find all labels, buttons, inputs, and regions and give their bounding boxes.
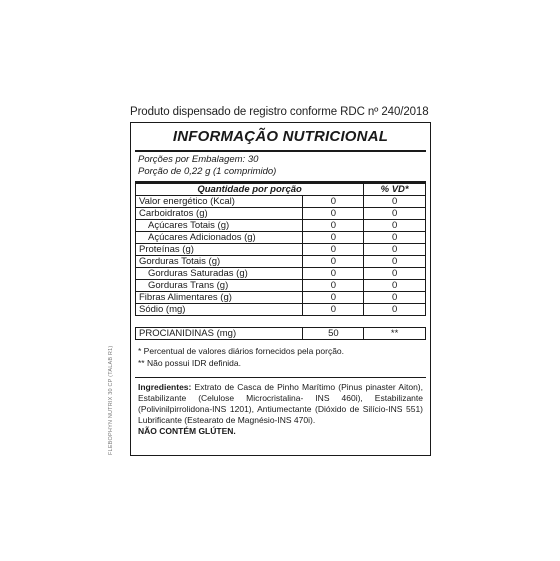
nutrient-vd: 0 xyxy=(364,196,426,208)
nutrient-vd: ** xyxy=(364,328,426,340)
vd-header: % VD* xyxy=(364,184,426,196)
table-row xyxy=(136,232,426,244)
nutrition-table xyxy=(135,183,426,340)
table-row xyxy=(136,328,426,340)
nutrient-vd: 0 xyxy=(364,292,426,304)
nutrient-name: Açúcares Adicionados (g) xyxy=(136,232,303,244)
table-row xyxy=(136,256,426,268)
table-spacer-row xyxy=(136,316,426,328)
ingredients-text: Extrato de Casca de Pinho Marítimo (Pinus pinaster Aiton), Estabilizante (Celulose Microcristalina- INS 460i), Estabilizante (Polivinilpirrolidona-INS 1201), Antiumectante (Dióxido de Silício-INS 551) Lubrificante (Estearato de Magnésio-INS 470i). xyxy=(138,382,423,425)
quantity-header: Quantidade por porção xyxy=(136,184,364,196)
nutrient-name: Proteínas (g) xyxy=(136,244,303,256)
nutrient-vd: 0 xyxy=(364,256,426,268)
footnotes xyxy=(131,340,430,369)
footnote-vd: * Percentual de valores diários fornecidos pela porção. xyxy=(138,346,345,356)
nutrient-value: 0 xyxy=(303,256,364,268)
nutrient-vd: 0 xyxy=(364,220,426,232)
table-row xyxy=(136,220,426,232)
nutrient-value: 0 xyxy=(303,292,364,304)
nutrient-value: 0 xyxy=(303,244,364,256)
table-row xyxy=(136,268,426,280)
portion-size: Porção de 0,22 g (1 comprimido) xyxy=(138,166,277,177)
table-row xyxy=(136,304,426,316)
nutrient-vd: 0 xyxy=(364,232,426,244)
footnote-idr: ** Não possui IDR definida. xyxy=(138,358,242,368)
side-code: FLEBOPHYN NUTRIX 30 CP (TALAB R1) xyxy=(108,345,114,455)
table-row xyxy=(136,208,426,220)
registration-note: Produto dispensado de registro conforme RDC nº 240/2018 xyxy=(130,106,429,118)
nutrient-name: Gorduras Trans (g) xyxy=(136,280,303,292)
nutrient-vd: 0 xyxy=(364,208,426,220)
ingredients-heading: Ingredientes: xyxy=(138,382,192,392)
nutrient-name: Sódio (mg) xyxy=(136,304,303,316)
nutrient-vd: 0 xyxy=(364,304,426,316)
nutrient-name: Gorduras Saturadas (g) xyxy=(136,268,303,280)
table-row xyxy=(136,292,426,304)
gluten-statement: NÃO CONTÉM GLÚTEN. xyxy=(138,426,236,436)
nutrient-name: Fibras Alimentares (g) xyxy=(136,292,303,304)
table-row xyxy=(136,196,426,208)
nutrient-name: PROCIANIDINAS (mg) xyxy=(136,328,303,340)
table-row xyxy=(136,244,426,256)
nutrient-vd: 0 xyxy=(364,268,426,280)
nutrient-name: Gorduras Totais (g) xyxy=(136,256,303,268)
nutrient-value: 0 xyxy=(303,268,364,280)
table-header-row xyxy=(136,184,426,196)
nutrient-value: 0 xyxy=(303,208,364,220)
table-row xyxy=(136,280,426,292)
nutrient-value: 0 xyxy=(303,232,364,244)
label-title: INFORMAÇÃO NUTRICIONAL xyxy=(172,128,389,145)
nutrient-value: 0 xyxy=(303,220,364,232)
nutrient-name: Carboidratos (g) xyxy=(136,208,303,220)
portion-info xyxy=(131,152,430,181)
nutrient-vd: 0 xyxy=(364,244,426,256)
nutrient-name: Açúcares Totais (g) xyxy=(136,220,303,232)
nutrient-vd: 0 xyxy=(364,280,426,292)
portions-per-package: Porções por Embalagem: 30 xyxy=(138,154,259,165)
nutrient-value: 0 xyxy=(303,196,364,208)
nutrient-value: 0 xyxy=(303,280,364,292)
nutrient-value: 50 xyxy=(303,328,364,340)
nutrient-name: Valor energético (Kcal) xyxy=(136,196,303,208)
nutrient-value: 0 xyxy=(303,304,364,316)
nutrition-facts-label xyxy=(130,122,431,456)
ingredients xyxy=(131,378,430,426)
